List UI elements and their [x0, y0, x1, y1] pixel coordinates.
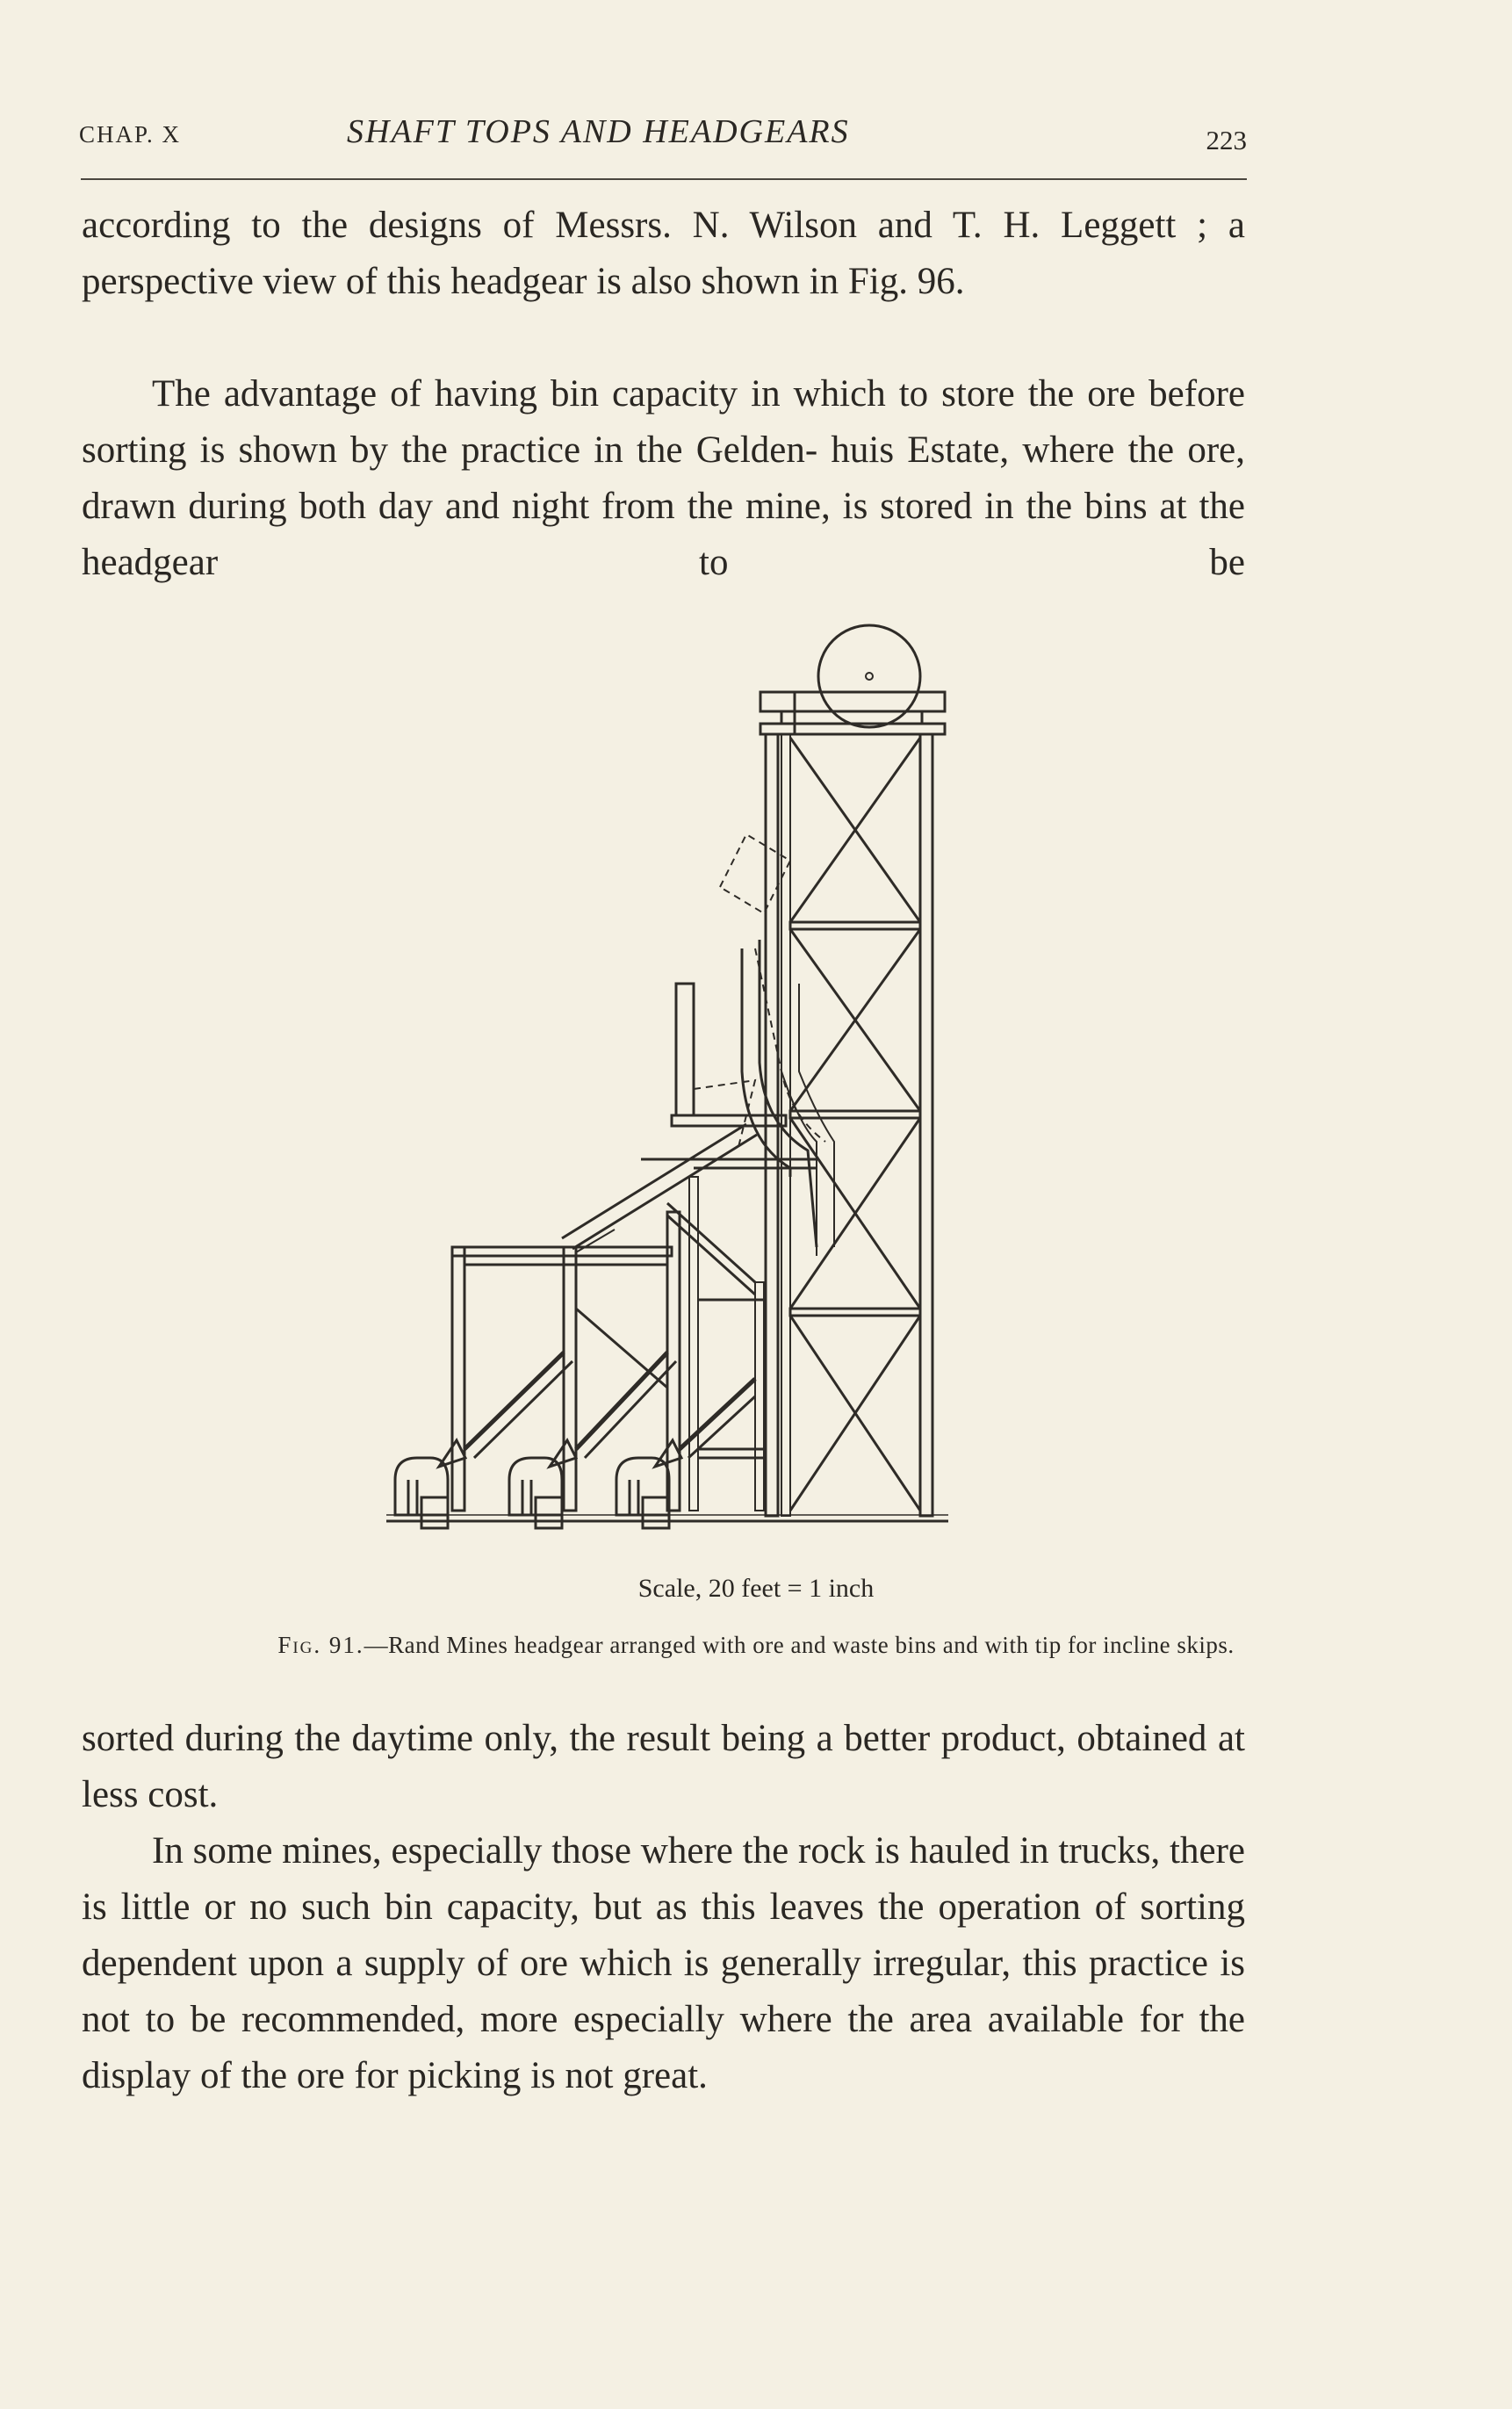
header-rule: [81, 178, 1247, 180]
paragraph-1-text: according to the designs of Messrs. N. Wilson and T. H. Leggett ; a perspective view of this headgear is also shown in Fig. 96.: [82, 205, 1245, 302]
rail-truck-icon: [509, 1458, 562, 1528]
skip-tip-guide: [742, 913, 834, 1256]
figure-label: Fig. 91.: [277, 1632, 364, 1658]
scale-caption: Scale, 20 feet = 1 inch: [637, 1574, 875, 1603]
rail-truck-icon: [616, 1458, 669, 1528]
chapter-label: CHAP. X: [79, 121, 182, 148]
paragraph-2: [82, 366, 1245, 591]
paragraph-3: [82, 1711, 1245, 1823]
paragraph-2-text: The advantage of having bin capacity in which to store the ore before sorting is shown by the practice in the Gelden- huis Estate, where the ore, drawn during both day and night from the mine, is stored in the bins at the headgear to be: [82, 373, 1245, 583]
headframe-tower: [766, 734, 932, 1516]
figure-caption: [0, 1632, 1512, 1659]
paragraph-4-text: In some mines, especially those where the rock is hauled in trucks, there is little or no such bin capacity, but as this leaves the operation of sorting dependent upon a supply of ore which is generally irregular, this practice is not to be recommended, more especially where the area available for the display of the ore for picking is not great.: [82, 1830, 1245, 2096]
paragraph-1: [82, 198, 1245, 310]
ore-bin-framing: [386, 984, 948, 1521]
page-number: 223: [1206, 125, 1247, 155]
headframe-top: [760, 692, 945, 734]
running-head: [79, 112, 1247, 165]
figure-caption-text: —Rand Mines headgear arranged with ore and waste bins and with tip for incline skips.: [364, 1632, 1235, 1658]
headgear-figure: [378, 615, 975, 1563]
paragraph-4: [82, 1823, 1245, 2104]
rail-truck-icon: [395, 1458, 448, 1528]
running-title: SHAFT TOPS AND HEADGEARS: [347, 113, 850, 150]
paragraph-3-text: sorted during the daytime only, the result being a better product, obtained at less cost.: [82, 1718, 1245, 1815]
